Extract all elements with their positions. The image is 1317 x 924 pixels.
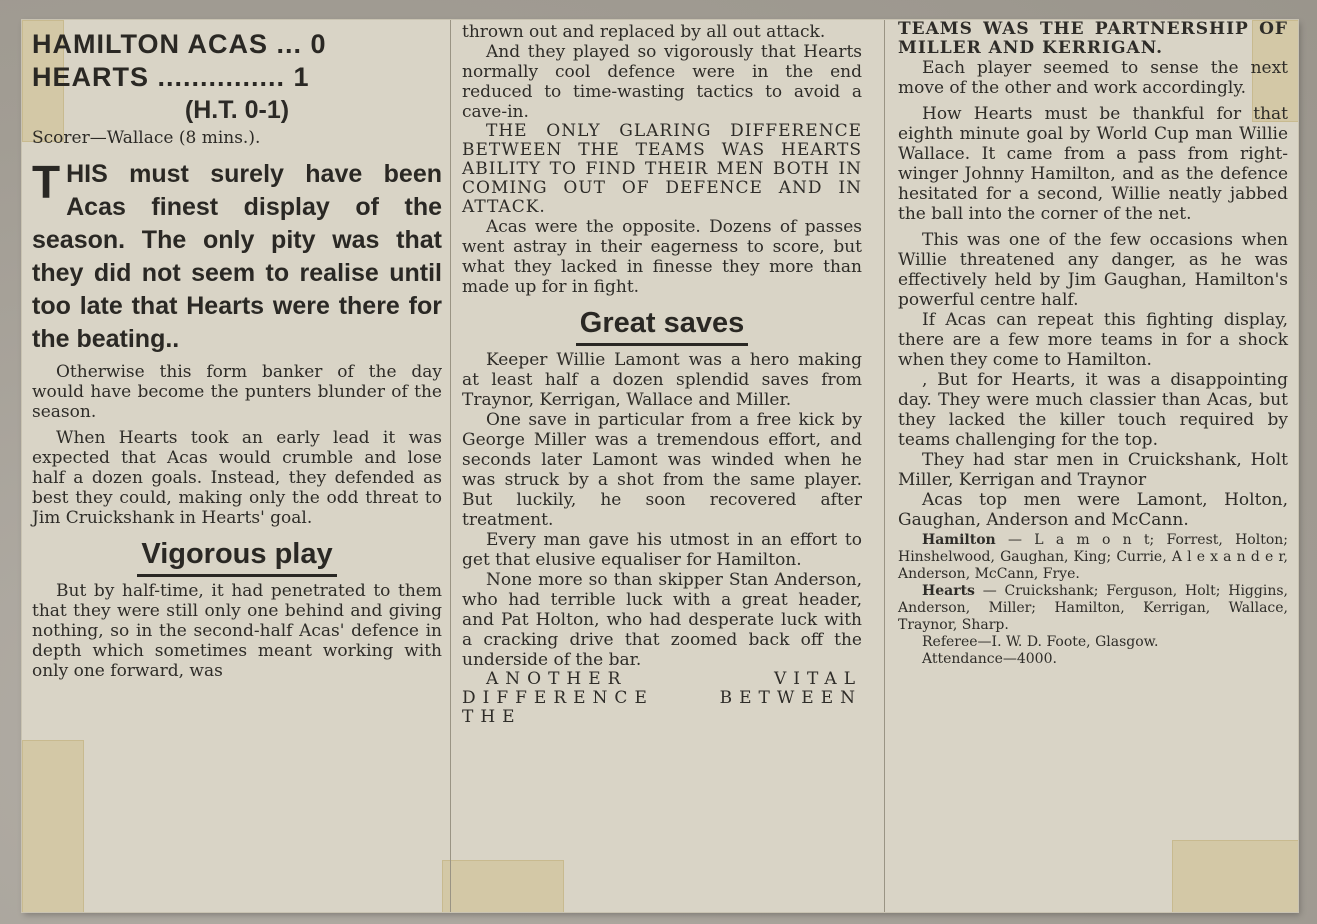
paragraph: Otherwise this form banker of the day would have become the punters blunder of the season. xyxy=(32,362,442,422)
newspaper-clipping xyxy=(22,20,1298,912)
subheading-text: Vigorous play xyxy=(137,538,336,577)
lead-text: HIS must surely have been Acas finest display of the season. The only pity was that they did not seem to realise until too late that Hearts were there for the beating.. xyxy=(32,160,442,353)
paragraph: Acas top men were Lamont, Holton, Gaughan, Anderson and McCann. xyxy=(898,490,1288,530)
team-label: Hamilton xyxy=(922,532,996,548)
column-1 xyxy=(32,20,442,912)
paragraph: Acas were the opposite. Dozens of passes went astray in their eagerness to score, but what they lacked in finesse they more than made up for in fight. xyxy=(462,217,862,297)
paragraph: One save in particular from a free kick by George Miller was a tremendous effort, and seconds later Lamont was winded when he was struck by a shot from the same player. But luckily, he soon recovered after treatment. xyxy=(462,410,862,530)
paragraph: They had star men in Cruickshank, Holt Miller, Kerrigan and Traynor xyxy=(898,450,1288,490)
scorer-line: Scorer—Wallace (8 mins.). xyxy=(32,128,261,148)
subheading-text: Great saves xyxy=(576,307,748,346)
away-score-line: HEARTS ............... 1 xyxy=(32,62,310,92)
team-players: — Cruickshank; Ferguson, Holt; Higgins, Anderson, Miller; Hamilton, Kerrigan, Wallace, Traynor, Sharp. xyxy=(898,583,1288,633)
paragraph: , But for Hearts, it was a disappointing day. They were much classier than Acas, but they lacked the killer touch required by teams challenging for the top. xyxy=(898,370,1288,450)
subheading-vigorous-play xyxy=(32,538,442,571)
caps-paragraph: THE ONLY GLARING DIFFERENCE BETWEEN THE TEAMS WAS HEARTS ABILITY TO FIND THEIR MEN BOTH IN COMING OUT OF DEFENCE AND IN ATTACK. xyxy=(462,121,862,217)
lead-paragraph xyxy=(32,158,442,356)
drop-cap: T xyxy=(32,156,61,208)
paragraph: thrown out and replaced by all out attack. xyxy=(462,22,826,42)
paragraph: Keeper Willie Lamont was a hero making at least half a dozen splendid saves from Traynor, Kerrigan, Wallace and Miller. xyxy=(462,350,862,410)
half-time-score: (H.T. 0-1) xyxy=(184,96,290,124)
paragraph: And they played so vigorously that Hearts normally cool defence were in the end reduced to time-wasting tactics to avoid a cave-in. xyxy=(462,42,862,122)
hamilton-team-list xyxy=(898,532,1288,583)
column-3 xyxy=(898,20,1288,912)
team-players: — L a m o n t; Forrest, Holton; Hinshelwood, Gaughan, King; Currie, A l e x a n d e r, Anderson, McCann, Frye. xyxy=(898,532,1288,582)
paragraph: When Hearts took an early lead it was expected that Acas would crumble and lose half a dozen goals. Instead, they defended as best they could, making only the odd threat to Jim Cruickshank in Hearts' goal. xyxy=(32,428,442,528)
attendance-line: Attendance—4000. xyxy=(922,651,1057,667)
caps-paragraph: TEAMS WAS THE PARTNERSHIP OF MILLER AND KERRIGAN. xyxy=(898,20,1288,58)
team-label: Hearts xyxy=(922,583,975,599)
paragraph: None more so than skipper Stan Anderson, who had terrible luck with a great header, and Pat Holton, who had desperate luck with a cracking drive that zoomed back off the underside of the bar. xyxy=(462,570,862,670)
column-rule xyxy=(450,20,451,912)
paragraph: This was one of the few occasions when Willie threatened any danger, as he was effectively held by Jim Gaughan, Hamilton's powerful centre half. xyxy=(898,230,1288,310)
column-rule xyxy=(884,20,885,912)
referee-line: Referee—I. W. D. Foote, Glasgow. xyxy=(922,634,1159,650)
paragraph: Every man gave his utmost in an effort to get that elusive equaliser for Hamilton. xyxy=(462,530,862,570)
home-score-line: HAMILTON ACAS ... 0 xyxy=(32,29,327,59)
hearts-team-list xyxy=(898,583,1288,634)
subheading-great-saves xyxy=(462,307,862,340)
paragraph: But by half-time, it had penetrated to them that they were still only one behind and giving nothing, so in the second-half Acas' defence in depth which sometimes meant working with only one forward, was xyxy=(32,581,442,681)
column-2 xyxy=(462,20,862,912)
spaced-caps-paragraph: ANOTHER VITAL DIFFERENCE BETWEEN THE xyxy=(462,669,862,727)
paragraph: How Hearts must be thankful for that eighth minute goal by World Cup man Willie Wallace. It came from a pass from right-winger Johnny Hamilton, and as the defence hesitated for a second, Willie neatly jabbed the ball into the corner of the net. xyxy=(898,104,1288,224)
paragraph: If Acas can repeat this fighting display, there are a few more teams in for a shock when they come to Hamilton. xyxy=(898,310,1288,370)
paragraph: Each player seemed to sense the next move of the other and work accordingly. xyxy=(898,58,1288,98)
